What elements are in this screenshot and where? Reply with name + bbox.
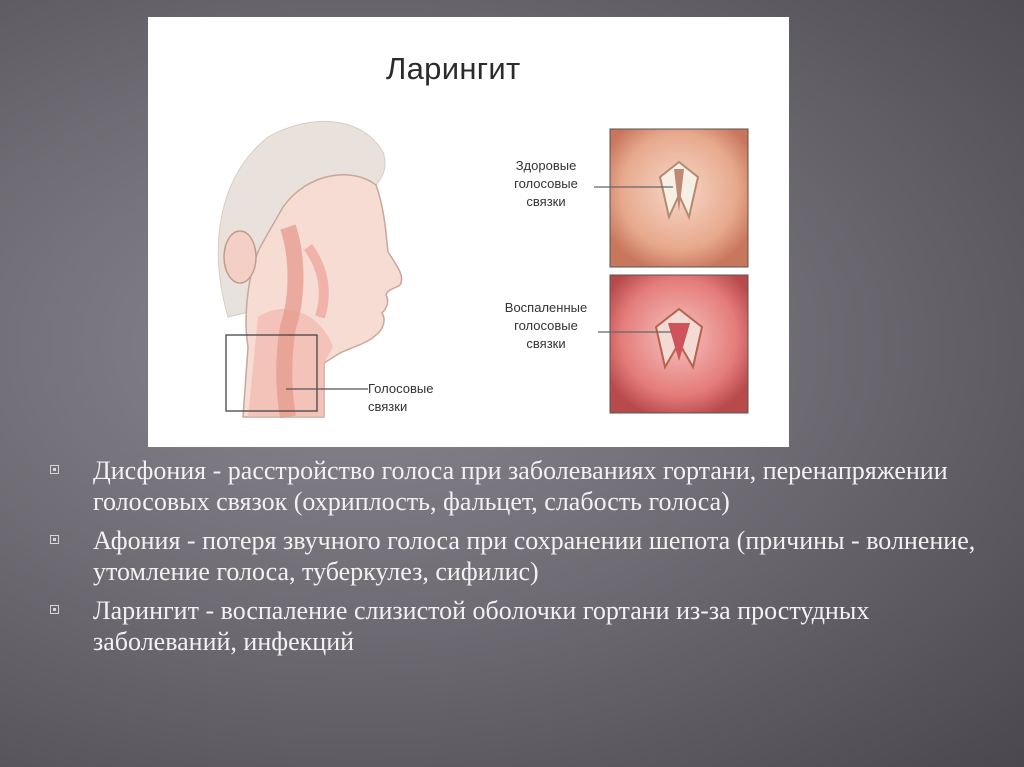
laryngitis-illustration (148, 17, 789, 447)
bullet-text: Дисфония - расстройство голоса при заболеваниях гортани, перенапряжении голосовых связок (охриплость, фальцет, слабость голоса) (93, 456, 948, 516)
bullet-item (48, 595, 988, 657)
bullet-text: Ларингит - воспаление слизистой оболочки гортани из-за простудных заболеваний, инфекций (93, 596, 870, 656)
bullet-item (48, 455, 988, 517)
label-vocal-cords: Голосовые связки (368, 381, 434, 414)
bullet-item (48, 525, 988, 587)
bullet-list (48, 455, 988, 665)
square-bullet-icon (50, 605, 59, 614)
square-bullet-icon (50, 465, 59, 474)
bullet-text: Афония - потеря звучного голоса при сохранении шепота (причины - волнение, утомление голоса, туберкулез, сифилис) (93, 526, 976, 586)
label-healthy-vocal-cords: Здоровые голосовые связки (514, 158, 578, 209)
ear-shape (224, 231, 256, 283)
square-bullet-icon (50, 535, 59, 544)
figure-title: Ларингит (386, 51, 521, 86)
label-inflamed-vocal-cords: Воспаленные голосовые связки (504, 300, 588, 351)
